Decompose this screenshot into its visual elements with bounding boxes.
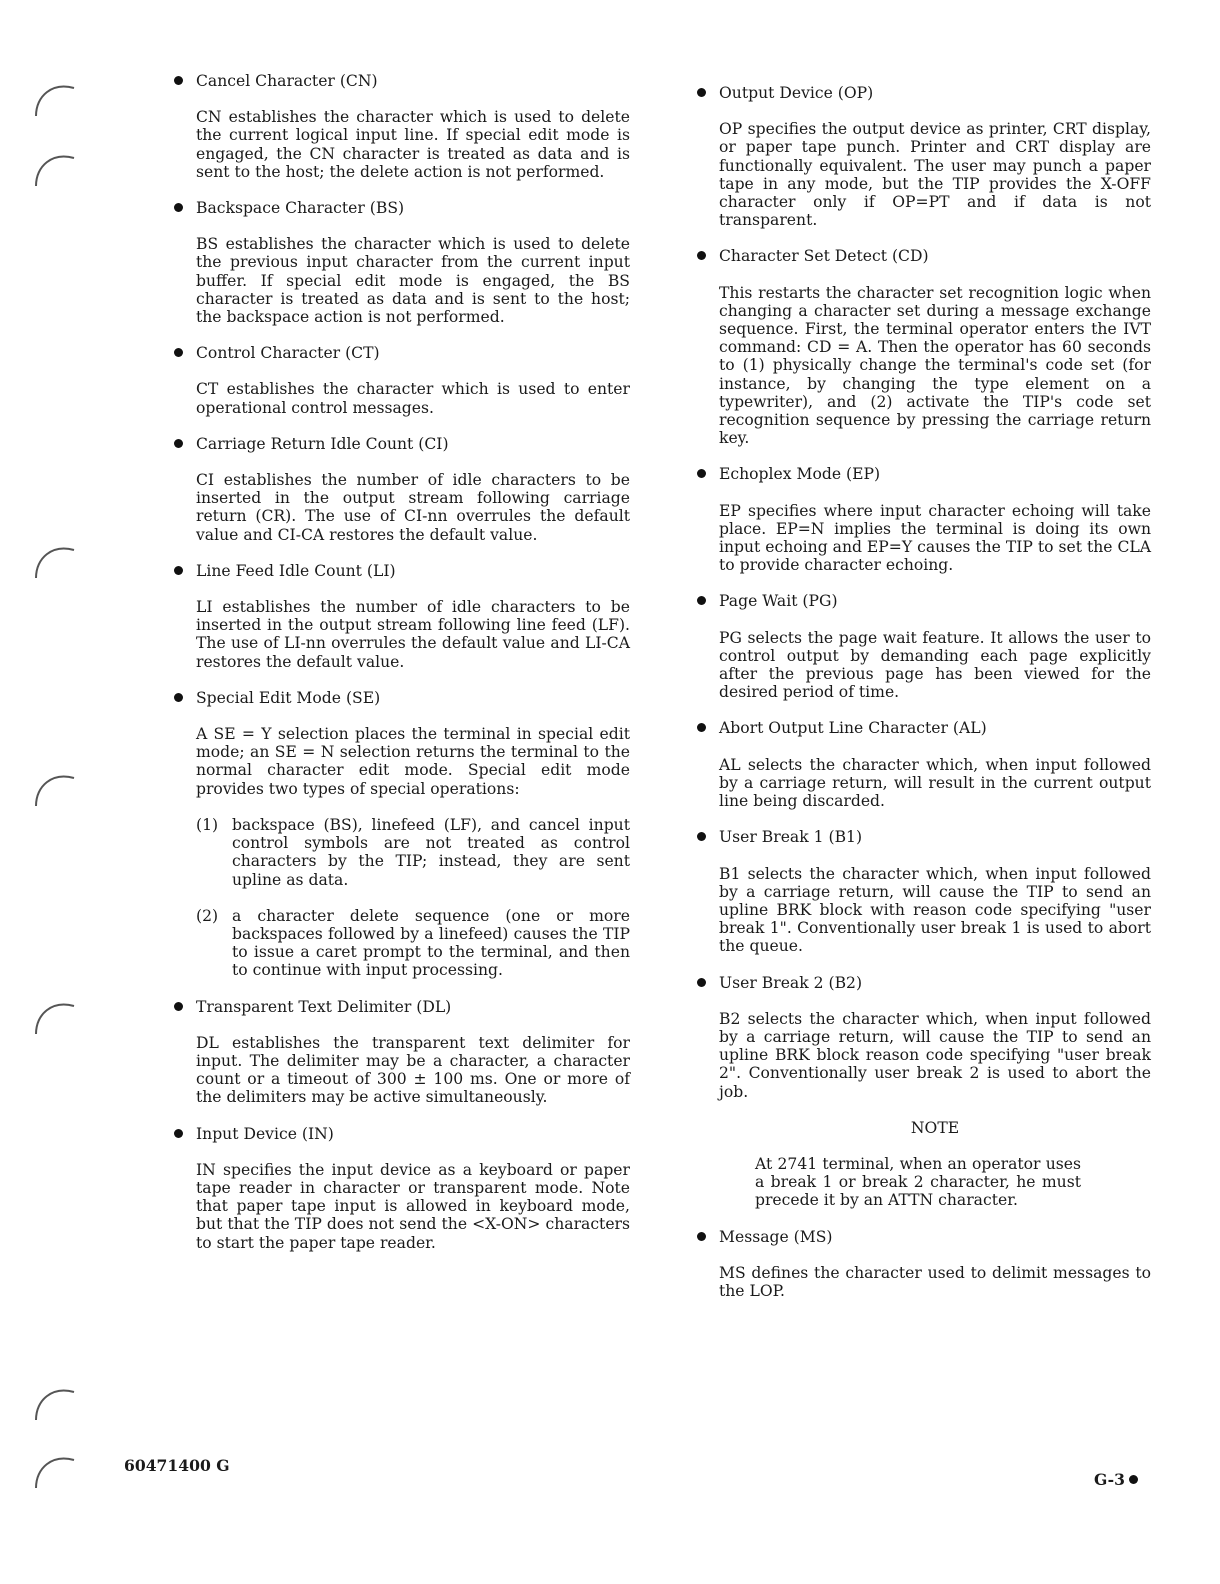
item-body: PG selects the page wait feature. It allows the user to control output by demanding each page explicitly after the previous page has been viewed for the desired period of time.	[719, 628, 1151, 702]
item-heading: Cancel Character (CN)	[196, 72, 378, 90]
item-body: BS establishes the character which is used to delete the previous input character from the current input buffer. If special edit mode is engaged, the BS character is treated as data and is sent to the host; the backspace action is not performed.	[196, 235, 630, 327]
item-heading: Carriage Return Idle Count (CI)	[196, 434, 449, 453]
item-heading: Transparent Text Delimiter (DL)	[196, 997, 452, 1016]
list-item	[683, 592, 1151, 701]
list-item	[160, 998, 630, 1107]
item-body: LI establishes the number of idle characters to be inserted in the output stream following line feed (LF). The use of LI-nn overrules the default value and LI-CA restores the default value.	[196, 598, 630, 671]
list-item	[683, 974, 1151, 1101]
bullet-icon	[174, 76, 183, 85]
document-number: 60471400 G	[124, 1456, 230, 1475]
bullet-icon	[697, 251, 706, 260]
bullet-icon	[1129, 1475, 1138, 1484]
bullet-icon	[697, 88, 706, 97]
bullet-icon	[174, 203, 183, 212]
list-item	[683, 84, 1151, 229]
bullet-icon	[697, 723, 706, 732]
item-heading: Message (MS)	[719, 1227, 833, 1246]
item-heading: Control Character (CT)	[196, 344, 380, 363]
item-body: B2 selects the character which, when input followed by a carriage return, will cause the TIP to send an upline BRK block reason code specifying "user break 2". Conventionally user break 2 is used to abort the job.	[719, 1009, 1151, 1101]
subitem-text: a character delete sequence (one or more backspaces followed by a linefeed) causes the TIP to issue a caret prompt to the terminal, and then to continue with input processing.	[232, 906, 630, 980]
bullet-icon	[697, 832, 706, 841]
item-body: CT establishes the character which is used to enter operational control messages.	[196, 380, 630, 417]
item-heading: Special Edit Mode (SE)	[196, 688, 381, 707]
item-body: EP specifies where input character echoing will take place. EP=N implies the terminal is doing its own input echoing and EP=Y causes the TIP to set the CLA to provide character echoing.	[719, 501, 1151, 575]
binder-hole-mark	[30, 1450, 78, 1490]
list-item	[683, 465, 1151, 574]
item-body: A SE = Y selection places the terminal in special edit mode; an SE = N selection returns the terminal to the normal character edit mode. Special edit mode provides two types of special operations:	[196, 725, 630, 798]
item-heading: Echoplex Mode (EP)	[719, 465, 881, 484]
list-item	[160, 562, 630, 671]
list-item	[160, 199, 630, 326]
item-heading: User Break 2 (B2)	[719, 973, 863, 992]
bullet-icon	[174, 348, 183, 357]
binder-hole-mark	[30, 148, 78, 188]
item-body: DL establishes the transparent text delimiter for input. The delimiter may be a character, a character count or a timeout of 300 ± 100 ms. One or more of the delimiters may be active simultaneously.	[196, 1033, 630, 1107]
list-item	[160, 1125, 630, 1252]
bullet-icon	[697, 596, 706, 605]
item-heading: Input Device (IN)	[196, 1124, 334, 1143]
bullet-icon	[174, 1002, 183, 1011]
note-label: NOTE	[910, 1118, 960, 1137]
page-number: G-3	[1094, 1470, 1125, 1489]
binder-hole-mark	[30, 78, 78, 118]
list-item	[160, 689, 630, 980]
left-column	[160, 72, 630, 1270]
item-heading: Line Feed Idle Count (LI)	[196, 561, 396, 580]
subitem-number: (2)	[196, 906, 219, 925]
item-body: IN specifies the input device as a keyboard or paper tape reader in character or transparent mode. Note that paper tape input is allowed in keyboard mode, but that the TIP does not send the <X-ON> characters to start the paper tape reader.	[196, 1160, 630, 1252]
item-body: OP specifies the output device as printer, CRT display, or paper tape punch. Printer and CRT display are functionally equivalent. The user may punch a paper tape in any mode, but the TIP provides the X-OFF character only if OP=PT and if data is not transparent.	[719, 120, 1151, 230]
subitem-number: (1)	[196, 815, 219, 834]
item-heading: Output Device (OP)	[719, 84, 874, 102]
bullet-icon	[174, 566, 183, 575]
list-item	[160, 435, 630, 544]
list-item	[160, 72, 630, 181]
item-heading: User Break 1 (B1)	[719, 828, 863, 847]
item-body: MS defines the character used to delimit messages to the LOP.	[719, 1263, 1151, 1300]
numbered-subitem	[196, 907, 630, 980]
list-item	[683, 1228, 1151, 1301]
binder-hole-mark	[30, 1382, 78, 1422]
binder-hole-mark	[30, 768, 78, 808]
item-body: CI establishes the number of idle characters to be inserted in the output stream following carriage return (CR). The use of CI-nn overrules the default value and CI-CA restores the default value.	[196, 471, 630, 544]
item-body: AL selects the character which, when input followed by a carriage return, will result in the current output line being discarded.	[719, 755, 1151, 811]
item-heading: Backspace Character (BS)	[196, 199, 405, 218]
bullet-icon	[174, 439, 183, 448]
page-number-container	[1094, 1470, 1138, 1489]
item-heading: Abort Output Line Character (AL)	[719, 719, 987, 738]
item-body: CN establishes the character which is used to delete the current logical input line. If special edit mode is engaged, the CN character is treated as data and is sent to the host; the delete action is not performed.	[196, 108, 630, 181]
bullet-icon	[697, 469, 706, 478]
list-item	[683, 719, 1151, 810]
list-item	[683, 247, 1151, 447]
list-item	[683, 828, 1151, 955]
bullet-icon	[174, 1129, 183, 1138]
item-heading: Character Set Detect (CD)	[719, 247, 929, 266]
binder-hole-mark	[30, 996, 78, 1036]
item-body: This restarts the character set recognition logic when changing a character set during a message exchange sequence. First, the terminal operator enters the IVT command: CD = A. Then the operator has 60 seconds to (1) physically change the terminal's code set (for instance, by changing the type element on a typewriter), and (2) activate the TIP's code set recognition sequence by pressing the carriage return key.	[719, 283, 1151, 448]
subitem-text: backspace (BS), linefeed (LF), and cancel input control symbols are not treated as control characters by the TIP; instead, they are sent upline as data.	[232, 815, 630, 889]
item-heading: Page Wait (PG)	[719, 592, 838, 611]
bullet-icon	[174, 693, 183, 702]
list-item	[160, 344, 630, 417]
binder-hole-mark	[30, 540, 78, 580]
item-body: B1 selects the character which, when input followed by a carriage return, will cause the TIP to send an upline BRK block with reason code specifying "user break 1". Conventionally user break 1 is used to abort the queue.	[719, 864, 1151, 956]
bullet-icon	[697, 1232, 706, 1241]
note-text: At 2741 terminal, when an operator uses a break 1 or break 2 character, he must precede it by an ATTN character.	[755, 1154, 1081, 1210]
numbered-subitem	[196, 816, 630, 889]
right-column	[683, 84, 1151, 1318]
bullet-icon	[697, 978, 706, 987]
